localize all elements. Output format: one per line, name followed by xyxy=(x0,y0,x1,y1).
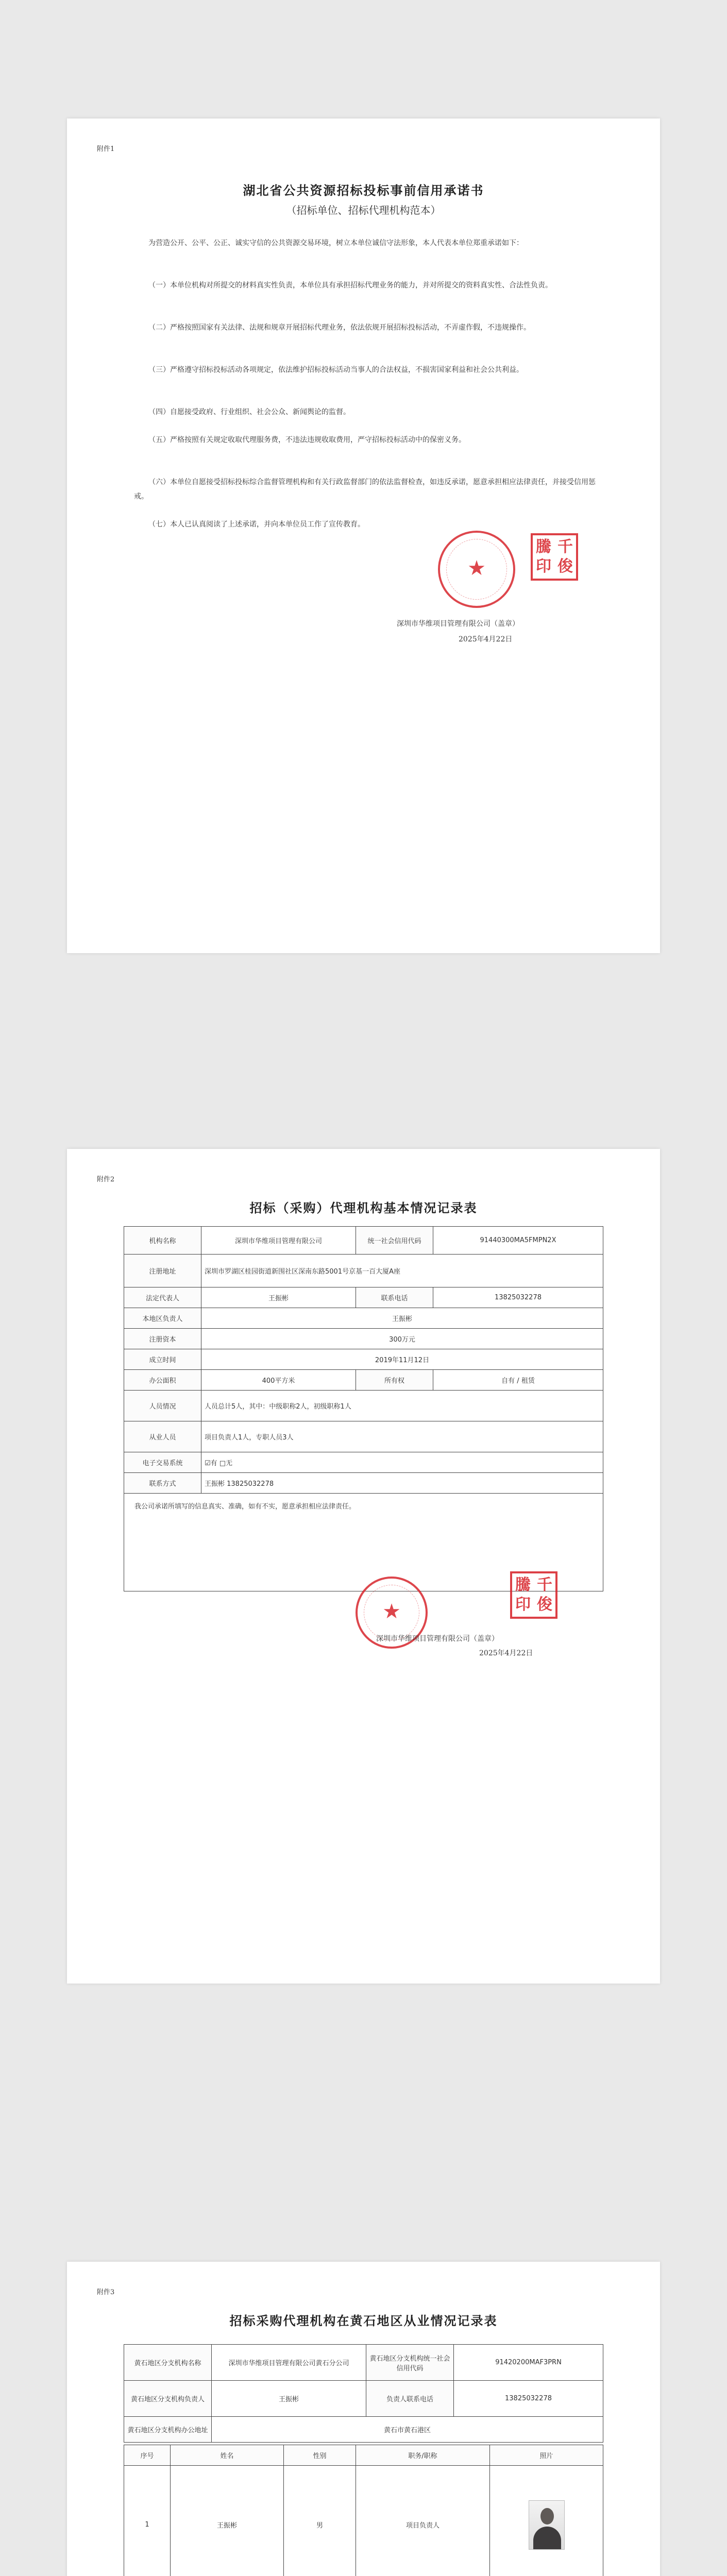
row-label: 本地区负责人 xyxy=(124,1308,201,1329)
row-label: 黄石地区分支机构统一社会信用代码 xyxy=(366,2345,454,2381)
row-value: 人员总计5人，其中：中级职称2人，初级职称1人 xyxy=(201,1391,603,1421)
paragraph: （一）本单位机构对所提交的材料真实性负责，本单位具有承担招标代理业务的能力，并对所提交的资料真实性、合法性负责。 xyxy=(148,281,552,290)
staff-name: 王振彬 xyxy=(171,2466,284,2576)
row-value: 91440300MA5FMPN2X xyxy=(433,1227,603,1255)
row-value: 深圳市华维项目管理有限公司黄石分公司 xyxy=(212,2345,366,2381)
agency-info-table xyxy=(124,1226,603,1591)
table-row xyxy=(124,1421,603,1452)
sign-date: 2025年4月22日 xyxy=(459,635,513,643)
agency-staff-record-page xyxy=(67,2262,660,2576)
table-row xyxy=(124,1308,603,1329)
row-label: 电子交易系统 xyxy=(124,1452,201,1473)
paragraph: （四）自愿接受政府、行业组织、社会公众、新闻舆论的监督。 xyxy=(148,408,350,416)
row-label: 负责人联系电话 xyxy=(366,2381,454,2417)
signer-line: 深圳市华维项目管理有限公司（盖章） xyxy=(397,620,519,628)
row-label: 所有权 xyxy=(356,1370,433,1391)
row-label: 注册地址 xyxy=(124,1255,201,1287)
row-label: 从业人员 xyxy=(124,1421,201,1452)
page-title: 招标（采购）代理机构基本情况记录表 xyxy=(249,1200,478,1215)
row-label: 联系电话 xyxy=(356,1287,433,1308)
row-label: 办公面积 xyxy=(124,1370,201,1391)
row-value: 13825032278 xyxy=(454,2381,603,2417)
paragraph: （三）严格遵守招标投标活动各项规定，依法维护招标投标活动当事人的合法权益，不损害国家利益和社会公共利益。 xyxy=(148,366,523,374)
row-label: 黄石地区分支机构负责人 xyxy=(124,2381,212,2417)
table-row xyxy=(124,1349,603,1370)
staff-no: 1 xyxy=(124,2466,171,2576)
staff-title: 项目负责人 xyxy=(356,2466,490,2576)
row-value: 400平方米 xyxy=(201,1370,356,1391)
row-value: 13825032278 xyxy=(433,1287,603,1308)
paragraph: 为营造公开、公平、公正、诚实守信的公共资源交易环境，树立本单位诚信守法形象，本人代表本单位郑重承诺如下： xyxy=(148,239,523,247)
row-value: 300万元 xyxy=(201,1329,603,1349)
row-value: 项目负责人1人，专职人员3人 xyxy=(201,1421,603,1452)
commitment-letter-page xyxy=(67,118,660,953)
table-row xyxy=(124,1227,603,1255)
paragraph: （二）严格按照国家有关法律、法规和规章开展招标代理业务，依法依规开展招标投标活动，不弄虚作假，不违规操作。 xyxy=(148,324,531,332)
column-header: 照片 xyxy=(490,2445,603,2466)
row-label: 黄石地区分支机构名称 xyxy=(124,2345,212,2381)
row-label: 法定代表人 xyxy=(124,1287,201,1308)
attachment-label: 附件3 xyxy=(97,2289,115,2296)
branch-info-table xyxy=(124,2344,603,2443)
row-value: 91420200MAF3PRN xyxy=(454,2345,603,2381)
row-label: 注册资本 xyxy=(124,1329,201,1349)
row-label: 机构名称 xyxy=(124,1227,201,1255)
table-row xyxy=(124,2466,603,2576)
paragraph: （七）本人已认真阅读了上述承诺，并向本单位员工作了宣传教育。 xyxy=(148,520,365,529)
table-row xyxy=(124,2345,603,2381)
column-header: 姓名 xyxy=(171,2445,284,2466)
row-value: 王振彬 xyxy=(201,1308,603,1329)
row-label: 统一社会信用代码 xyxy=(356,1227,433,1255)
page-title: 湖北省公共资源招标投标事前信用承诺书 xyxy=(243,183,484,198)
row-value: 深圳市罗湖区桂园街道新围社区深南东路5001号京基一百大厦A座 xyxy=(201,1255,603,1287)
row-value: ☑有 □无 xyxy=(201,1452,603,1473)
table-row xyxy=(124,2381,603,2417)
company-seal: ★ xyxy=(438,531,515,608)
column-header: 职务/职称 xyxy=(356,2445,490,2466)
row-value: 王振彬 xyxy=(201,1287,356,1308)
sign-date: 2025年4月22日 xyxy=(479,1649,533,1657)
staff-photo-cell xyxy=(490,2466,603,2576)
row-value: 自有 / 租赁 xyxy=(433,1370,603,1391)
row-value: 深圳市华维项目管理有限公司 xyxy=(201,1227,356,1255)
row-label: 黄石地区分支机构办公地址 xyxy=(124,2417,212,2443)
table-row xyxy=(124,2417,603,2443)
row-label: 成立时间 xyxy=(124,1349,201,1370)
column-header: 序号 xyxy=(124,2445,171,2466)
attachment-label: 附件2 xyxy=(97,1176,115,1183)
staff-gender: 男 xyxy=(284,2466,356,2576)
paragraph: （五）严格按照有关规定收取代理服务费，不违法违规收取费用，严守招标投标活动中的保密义务。 xyxy=(148,436,466,444)
row-value: 王振彬 xyxy=(212,2381,366,2417)
table-row xyxy=(124,1255,603,1287)
row-value: 2019年11月12日 xyxy=(201,1349,603,1370)
table-row xyxy=(124,1452,603,1473)
table-row xyxy=(124,1370,603,1391)
personal-stamp: 騰 千 印 俊 xyxy=(510,1571,557,1619)
table-row xyxy=(124,1473,603,1494)
agency-basic-info-page xyxy=(67,1149,660,1984)
declaration-text: 我公司承诺所填写的信息真实、准确，如有不实，愿意承担相应法律责任。 xyxy=(134,1503,356,1511)
page-subtitle: （招标单位、招标代理机构范本） xyxy=(286,204,441,216)
personal-stamp: 騰 千 印 俊 xyxy=(531,533,578,581)
column-header: 性别 xyxy=(284,2445,356,2466)
page-title: 招标采购代理机构在黄石地区从业情况记录表 xyxy=(229,2313,498,2328)
attachment-label: 附件1 xyxy=(97,145,115,153)
table-row xyxy=(124,1329,603,1349)
company-seal: ★ xyxy=(356,1577,428,1649)
signer-line: 深圳市华维项目管理有限公司（盖章） xyxy=(376,1635,499,1643)
staff-photo xyxy=(529,2500,565,2550)
table-header-row xyxy=(124,2445,603,2466)
row-label: 联系方式 xyxy=(124,1473,201,1494)
table-row xyxy=(124,1391,603,1421)
staff-table xyxy=(124,2445,603,2576)
paragraph: （六）本单位自愿接受招标投标综合监督管理机构和有关行政监督部门的依法监督检查，如违反承诺，愿意承担相应法律责任，并接受信用惩戒。 xyxy=(134,478,596,501)
table-row xyxy=(124,1287,603,1308)
row-label: 人员情况 xyxy=(124,1391,201,1421)
row-value: 王振彬 13825032278 xyxy=(201,1473,603,1494)
row-value: 黄石市黄石港区 xyxy=(212,2417,603,2443)
